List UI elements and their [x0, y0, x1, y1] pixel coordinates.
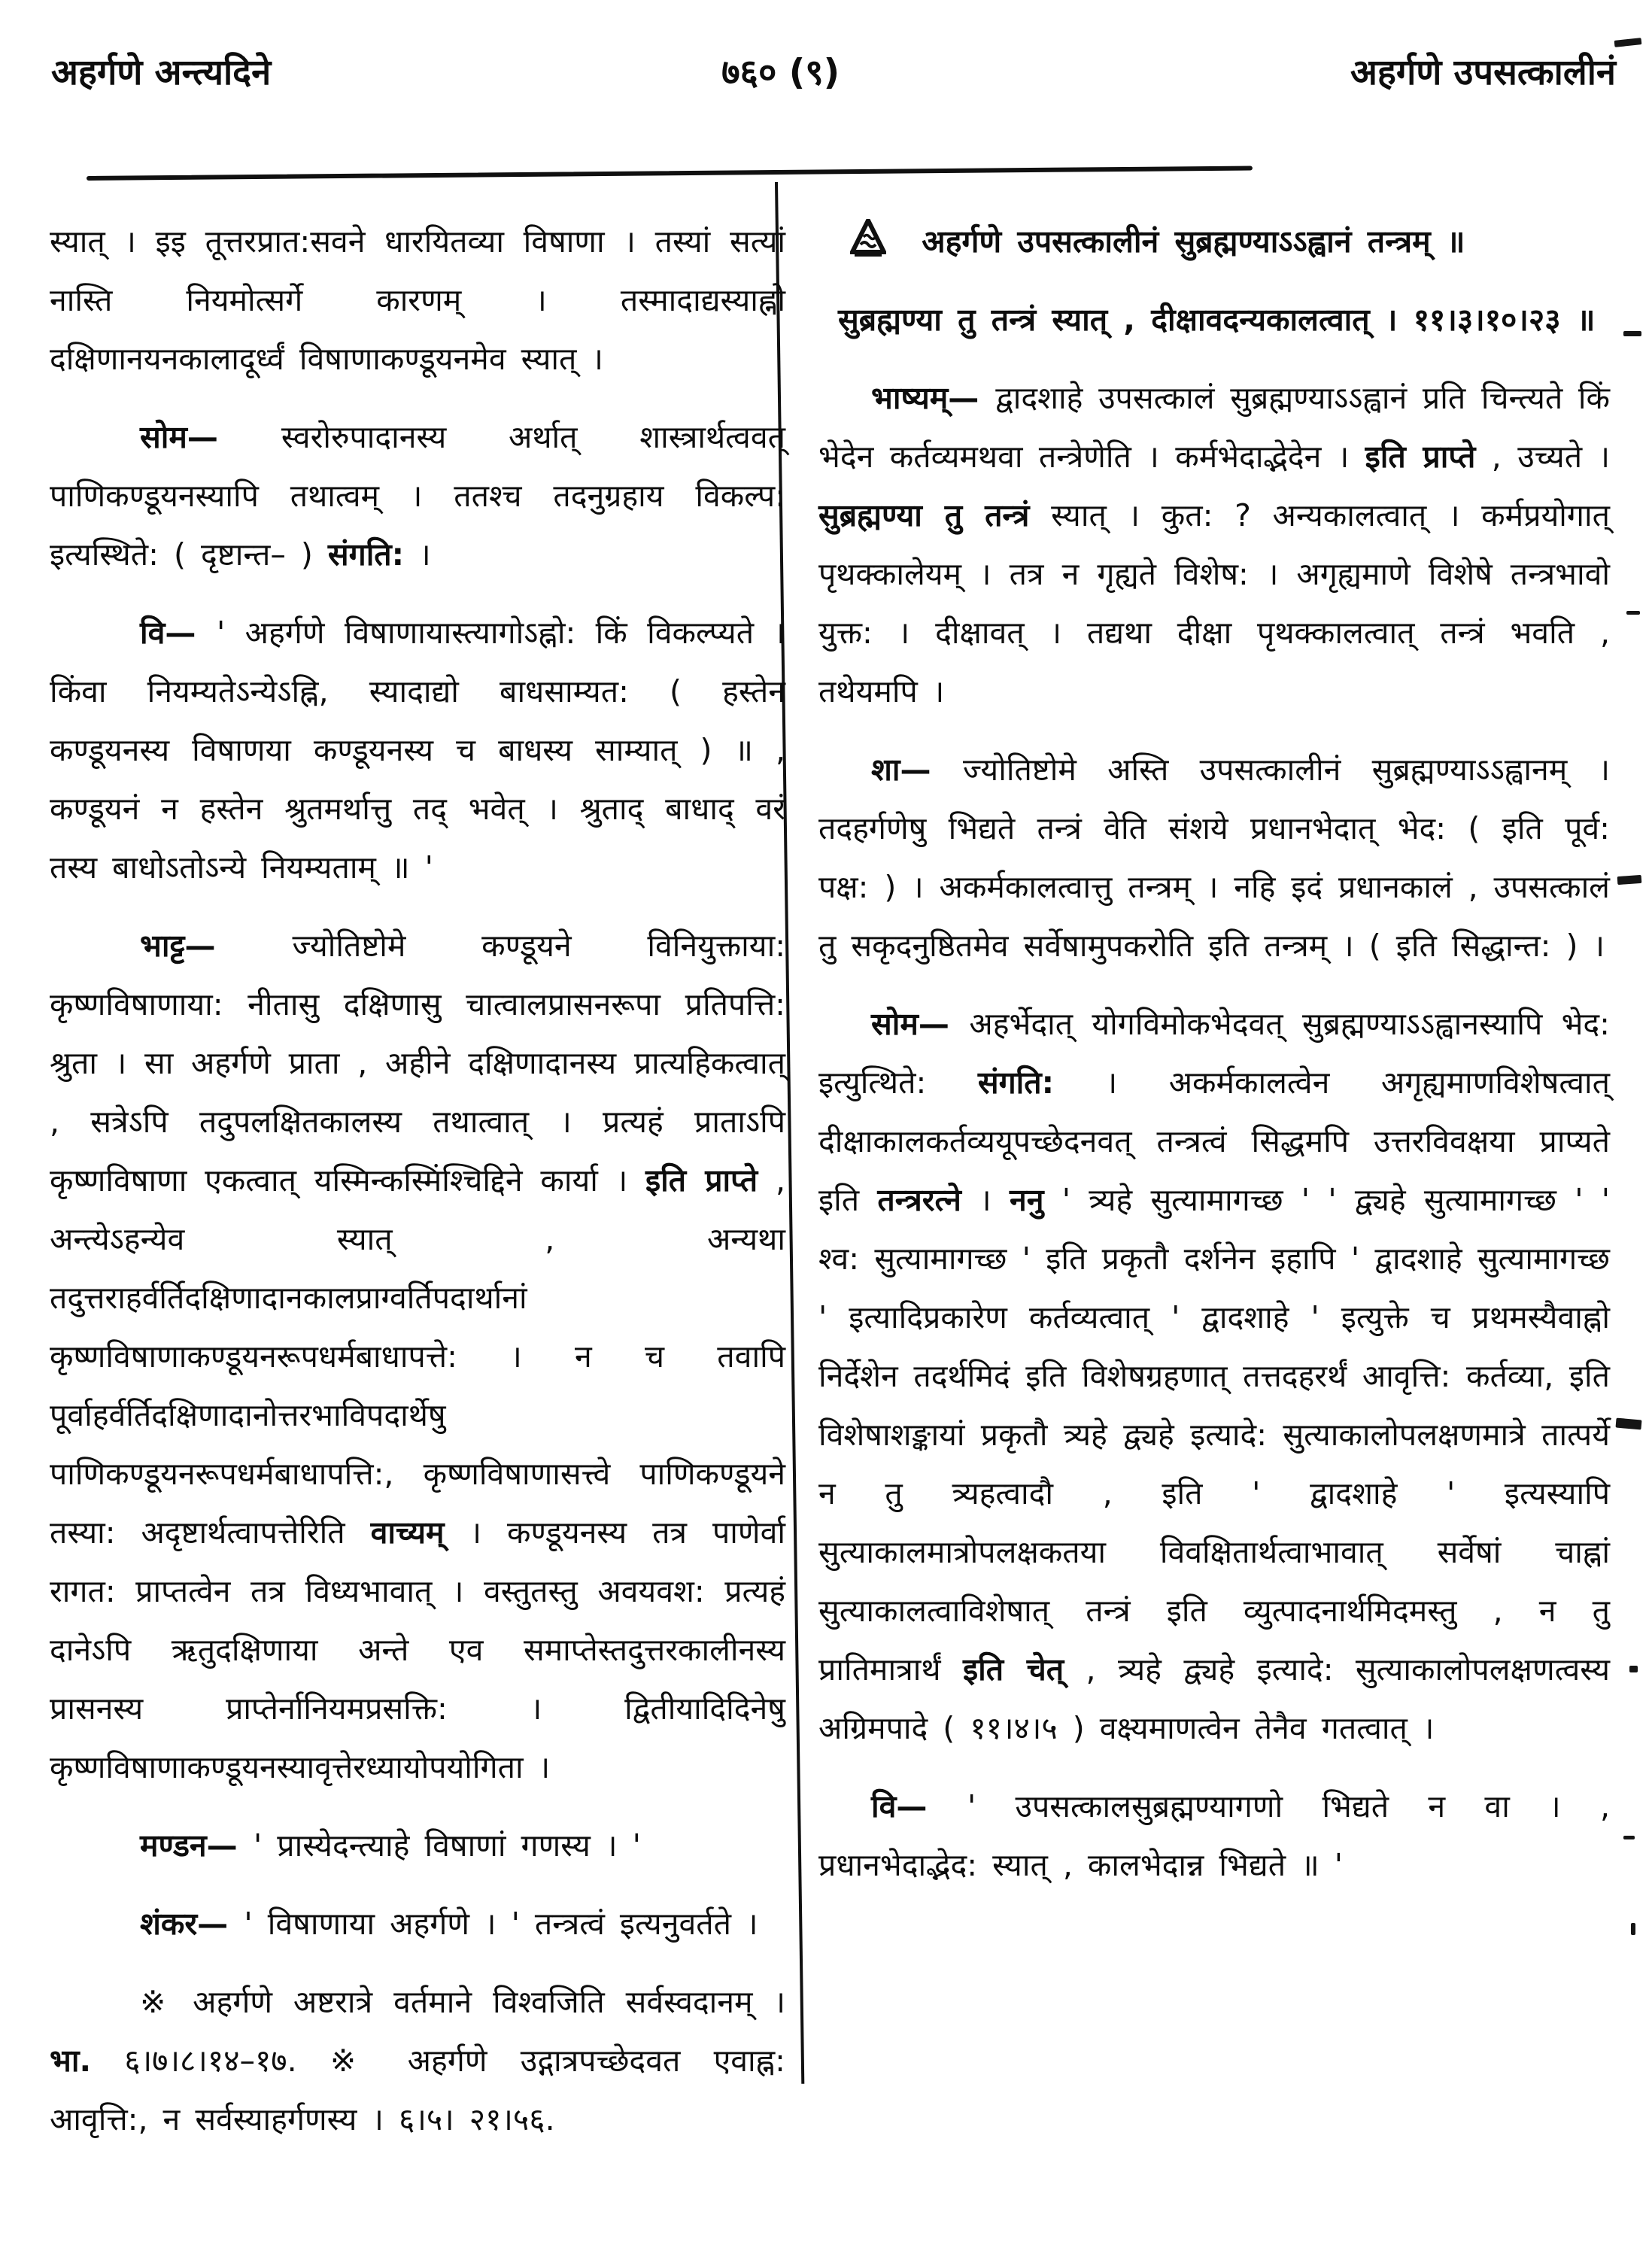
running-head-left: अहर्गणे अन्त्यदिने — [51, 52, 272, 93]
text-run: ज्योतिष्टोमे कण्डूयने विनियुक्ताया: कृष्णविषाणाया: नीतासु दक्षिणासु चात्वालप्रासनरूपा प्रतिपत्ति: श्रुता । सा अहर्गणे प्राता , अहीने दक्षिणादानस्य प्रात्यहिकत्वात् , सत्रेऽपि तदुपलक्षितकालस्य तथात्वात् । प्रत्यहं प्राताऽपि कृष्णविषाणा एकत्वात् यस्मिन्कस्मिंश्चिद्दिने कार्या । — [50, 928, 786, 1198]
text-run: । कण्डूयनस्य तत्र पाणेर्वा रागत: प्राप्तत्वेन तत्र विध्यभावात् । वस्तुतस्तु अवयवश: प्रत्यहं दानेऽपि ऋतुदक्षिणाया अन्ते एव समाप्तेस्तदुत्तरकालीनस्य प्रासनस्य प्राप्तेर्नानियमप्रसक्ति: । द्वितीयादिदिनेषु कृष्णविषाणाकण्डूयनस्यावृत्तेरध्यायोपयोगिता । — [50, 1514, 785, 1785]
text-run: वाच्यम् — [370, 1514, 445, 1551]
paragraph — [818, 290, 1610, 349]
text-run: । — [961, 1182, 1010, 1218]
left-text-column — [50, 212, 785, 2149]
text-run: स्यात् । कुत: ? अन्यकालत्वात् । कर्मप्रयोगात् पृथक्कालेयम् । तत्र न गृह्यते विशेष: । अगृह्यमाणे विशेषे तन्त्रभावो युक्त: । दीक्षावत् । तद्यथा दीक्षा पृथक्कालत्वात् तन्त्रं भवति , तथेयमपि । — [818, 497, 1610, 709]
header-rule — [87, 166, 1253, 181]
scan-speckle — [1629, 1666, 1638, 1672]
text-run: ' विषाणाया अहर्गणे । ' तन्त्रत्वं इत्यनुवर्तते । — [244, 1906, 758, 1942]
text-run: ' उपसत्कालसुब्रह्मण्यागणो भिद्यते न वा । , प्रधानभेदाद्भेद: स्यात् , कालभेदान्न भिद्यते ॥ ' — [818, 1788, 1610, 1883]
text-run: सुब्रह्मण्या तु तन्त्रं — [818, 497, 1030, 533]
text-run: इति प्राप्ते — [645, 1162, 758, 1198]
text-run: सुब्रह्मण्या तु तन्त्रं स्यात् , दीक्षावदन्यकालत्वात् । ११।३।१०।२३ ॥ — [838, 302, 1596, 338]
text-run: । अकर्मकालत्वेन अगृह्यमाणविशेषत्वात् दीक्षाकालकर्तव्ययूपच्छेदनवत् तन्त्रत्वं सिद्धमपि उत्तरविवक्षया प्राप्यते इति — [818, 1065, 1611, 1218]
text-run: इति प्राप्ते — [1365, 439, 1476, 475]
paragraph — [818, 740, 1610, 975]
text-run: स्वरोरुपादानस्य अर्थात् शास्त्रार्थत्ववत् पाणिकण्डूयनस्यापि तथात्वम् । ततश्च तदनुग्रहाय विकल्प: इत्यस्थिते: ( दृष्टान्त– ) — [50, 419, 785, 573]
text-run: शा— — [871, 752, 963, 788]
scan-speckle — [1617, 875, 1642, 885]
paragraph — [50, 1973, 785, 2149]
text-run: संगति: — [327, 536, 405, 573]
text-run: ' प्रास्येदन्त्याहे विषाणां गणस्य । ' — [253, 1827, 641, 1864]
text-run: भाष्यम्— — [871, 380, 996, 416]
scan-speckle — [1623, 331, 1641, 336]
page-number: ७६० (९) — [721, 52, 840, 93]
scan-speckle — [1614, 38, 1642, 47]
text-run: अहर्गणे उपसत्कालीनं सुब्रह्मण्याऽऽह्वानं तन्त्रम् ॥ — [922, 223, 1465, 260]
text-run: स्यात् । इइ तूत्तरप्रात:सवने धारयितव्या विषाणा । तस्यां सत्यां नास्ति नियमोत्सर्गे कारणम् । तस्मादाद्यस्याह्नो दक्षिणानयनकालादूर्ध्वं विषाणाकण्डूयनमेव स्यात् । — [50, 223, 785, 377]
text-run: भाट्ट— — [140, 928, 293, 964]
right-text-column — [818, 212, 1610, 1894]
text-run: अहर्भेदात् योगविमोकभेदवत् सुब्रह्मण्याऽऽह्वानस्यापि भेद: इत्युत्थिते: — [818, 1006, 1610, 1101]
paragraph — [818, 212, 1610, 271]
text-run: भा. — [50, 2043, 92, 2079]
section-ornament-icon — [850, 219, 886, 258]
text-run: शंकर— — [140, 1906, 244, 1942]
paragraph — [50, 603, 785, 897]
scan-speckle — [1631, 1923, 1635, 1935]
paragraph — [50, 1816, 785, 1875]
text-run: ' त्र्यहे सुत्यामागच्छ ' ' द्व्यहे सुत्यामागच्छ ' ' श्व: सुत्यामागच्छ ' इति प्रकृतौ दर्शनेन इहापि ' द्वादशाहे सुत्यामागच्छ ' इत्यादिप्रकारेण कर्तव्यत्वात् ' द्वादशाहे ' इत्युक्ते च प्रथमस्यैवाह्नो निर्देशेन तदर्थमिदं इति विशेषग्रहणात् तत्तदहरर्थं आवृत्ति: कर्तव्या, इति विशेषाशङ्कायां प्रकृतौ त्र्यहे द्व्यहे इत्यादे: सुत्याकालोपलक्षणमात्रे तात्पर्ये न तु त्र्यहत्वादौ , इति ' द्वादशाहे ' इत्यस्यापि सुत्याकालमात्रोपलक्षकतया विवक्षितार्थत्वाभावात् सर्वेषां चाह्नां सुत्याकालत्वाविशेषात् तन्त्रं इति व्युत्पादनार्थमिदमस्तु , न तु प्रातिमात्रार्थं — [818, 1182, 1611, 1688]
text-run: ' अहर्गणे विषाणायास्त्यागोऽह्नो: किं विकल्प्यते । किंवा नियम्यतेऽन्येऽह्नि, स्यादाद्यो बाधसाम्यत: ( हस्तेन कण्डूयनस्य विषाणया कण्डूयनस्य च बाधस्य साम्यात् ) ॥ , कण्डूयनं न हस्तेन श्रुतमर्थात्तु तद् भवेत् । श्रुताद् बाधाद् वरं तस्य बाधोऽतोऽन्ये नियम्यताम् ॥ ' — [50, 615, 785, 886]
text-run: सोम— — [140, 419, 281, 455]
text-run: , अन्त्येऽहन्येव स्यात् , अन्यथा तदुत्तराहर्वर्तिदक्षिणादानकालप्राग्वर्तिपदार्थानां कृष्णविषाणाकण्डूयनरूपधर्मबाधापत्ते: । न च तवापि पूर्वाहर्वर्तिदक्षिणादानोत्तरभाविपदार्थेषु पाणिकण्डूयनरूपधर्मबाधापत्ति:, कृष्णविषाणासत्त्वे पाणिकण्डूयने तस्या: अदृष्टार्थत्वापत्तेरिति — [50, 1162, 785, 1551]
text-run: ज्योतिष्टोमे अस्ति उपसत्कालीनं सुब्रह्मण्याऽऽह्वानम् । तदहर्गणेषु भिद्यते तन्त्रं वेति संशये प्रधानभेदात् भेद: ( इति पूर्व: पक्ष: ) । अकर्मकालत्वात्तु तन्त्रम् । नहि इदं प्रधानकालं , उपसत्कालं तु सकृदनुष्ठितमेव सर्वेषामुपकरोति इति तन्त्रम् । ( इति सिद्धान्त: ) । — [818, 752, 1610, 964]
text-run: , उच्यते । — [1475, 439, 1611, 475]
scan-speckle — [1626, 611, 1640, 615]
text-run: द्वादशाहे उपसत्कालं सुब्रह्मण्याऽऽह्वानं प्रति चिन्त्यते किं भेदेन कर्तव्यमथवा तन्त्रेणेति । कर्मभेदाद्भेदेन । — [818, 380, 1610, 475]
text-run: सोम— — [871, 1006, 970, 1042]
text-run: इति चेत् — [962, 1651, 1064, 1688]
scan-speckle — [1615, 1418, 1641, 1430]
paragraph — [50, 212, 785, 388]
paragraph — [50, 916, 785, 1797]
page-header — [51, 47, 1616, 122]
text-run: ※ अहर्गणे अष्टरात्रे वर्तमाने विश्वजिति सर्वस्वदानम् । — [140, 1984, 785, 2020]
running-head-right: अहर्गणे उपसत्कालीनं — [1350, 52, 1616, 93]
text-run: । — [404, 536, 431, 573]
text-run: वि— — [871, 1788, 967, 1824]
text-run: , त्र्यहे द्व्यहे इत्यादे: सुत्याकालोपलक्षणत्वस्य अग्रिमपादे ( ११।४।५ ) वक्ष्यमाणत्वेन तेनैव गतत्वात् । — [818, 1651, 1610, 1746]
paragraph — [50, 408, 785, 584]
text-run: संगति: — [977, 1065, 1055, 1101]
paragraph — [50, 1894, 785, 1953]
text-run: ननु — [1009, 1182, 1044, 1218]
text-run: मण्डन— — [140, 1827, 254, 1864]
text-run: ६।७।८।१४–१७. ※ अहर्गणे उद्गात्रपच्छेदवत एवाह्न: आवृत्ति:, न सर्वस्याहर्गणस्य । ६।५। २१।५६. — [50, 2043, 785, 2137]
text-run: तन्त्ररत्ने — [877, 1182, 961, 1218]
paragraph — [818, 995, 1610, 1757]
scan-speckle — [1623, 1836, 1635, 1839]
paragraph — [818, 369, 1610, 721]
paragraph — [818, 1777, 1610, 1894]
text-run: वि— — [140, 615, 217, 651]
